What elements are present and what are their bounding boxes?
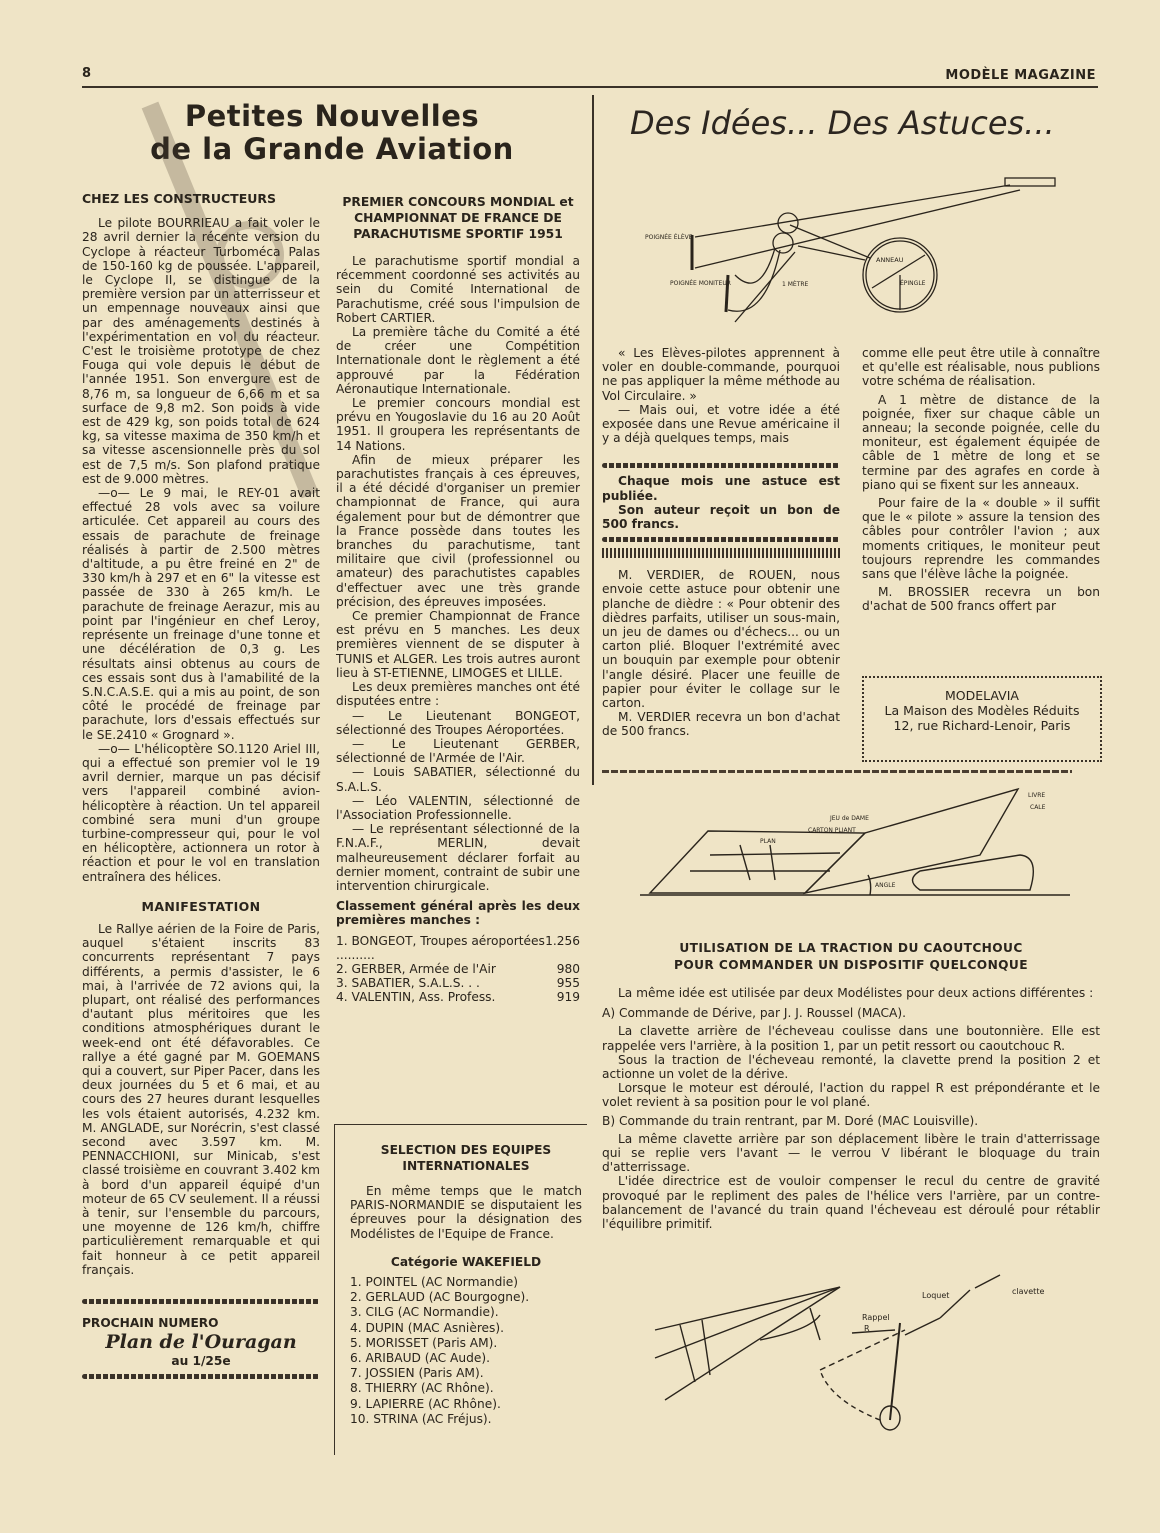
paragraph: — Le représentant sélectionné de la F.N.A.F., MERLIN, devait malheureusement déclarer forfait au dernier moment, contraint de subir une intervention chirurgicale. <box>336 822 580 893</box>
paragraph: Lorsque le moteur est déroulé, l'action du rappel R est prépondérante et le volet revient à sa position pour le vol plané. <box>602 1081 1100 1110</box>
score: 919 <box>556 990 580 1005</box>
label-r: R <box>864 1324 870 1333</box>
left-column <box>82 192 320 1385</box>
prochain-label: PROCHAIN NUMERO <box>82 1316 219 1331</box>
caoutchouc-heading <box>602 940 1100 974</box>
score: 1.256 <box>545 933 580 948</box>
page-number: 8 <box>82 66 92 81</box>
idees-column-2 <box>862 346 1100 614</box>
section-divider <box>602 770 1072 773</box>
label-loquet: Loquet <box>922 1291 950 1300</box>
name: VALENTIN, Ass. Profess. <box>351 990 496 1005</box>
diedre-diagram <box>600 775 1080 900</box>
header-rule <box>82 86 1098 88</box>
list-item: 10. STRINA (AC Fréjus). <box>350 1411 492 1426</box>
classement-heading: Classement général après les deux premières manches : <box>336 899 580 928</box>
score: 980 <box>556 961 580 976</box>
name: BONGEOT, Troupes aéroportées .......... <box>336 933 545 962</box>
prochain-title: Plan de l'Ouragan <box>105 1331 297 1354</box>
paragraph: Sous la traction de l'écheveau remonté, la clavette prend la position 2 et actionne un volet de la dérive. <box>602 1052 1100 1082</box>
double-commande-diagram <box>600 160 1080 360</box>
selection-section <box>350 1142 582 1427</box>
paragraph: M. BROSSIER recevra un bon d'achat de 500 francs offert par <box>862 585 1100 614</box>
paragraph: Pour faire de la « double » il suffit que le « pilote » assure la tension des câbles pour contrôler l'avion ; aux moments critiques, le moniteur peut toujours reprendre les commandes sans que l'élève lâche la poignée. <box>862 496 1100 582</box>
wavy-divider <box>82 1374 320 1379</box>
paragraph: —o— L'hélicoptère SO.1120 Ariel III, qui a effectué son premier vol le 19 avril dernier, marque un pas décisif vers l'appareil combiné avion-hélicoptère à réaction. Un tel appareil combiné sera muni d'un groupe turbine-compresseur qui, pour le vol en hélicoptère, actionnera un rotor à réaction et pour le vol en translation entraînera des hélices. <box>82 741 320 884</box>
classement-list <box>336 934 580 1005</box>
classement-row <box>336 990 580 1004</box>
paragraph: Le parachutisme sportif mondial a récemment coordonné ses activités au sein du Comité International de Parachutisme, créé sous l'impulsion de Robert CARTIER. <box>336 254 580 325</box>
paragraph: La même idée est utilisée par deux Modélistes pour deux actions différentes : <box>618 986 1094 1000</box>
selection-heading: SELECTION DES EQUIPES INTERNATIONALES <box>380 1143 552 1173</box>
label-rappel: Rappel <box>862 1313 890 1322</box>
score: 955 <box>556 976 580 991</box>
rank: 4. <box>336 990 348 1005</box>
paragraph: — Louis SABATIER, sélectionné du S.A.L.S. <box>336 765 580 794</box>
paragraph: Afin de mieux préparer les parachutistes français à ces épreuves, il a été décidé d'organiser un premier championnat de France, qui aura également pour but de démontrer que la France possède dans toutes les branches du parachutisme, tant militaire que civil (professionnel ou amateur) des parachutistes capables d'effectuer avec une très grande précision, des épreuves imposées. <box>336 452 580 609</box>
wavy-divider <box>82 1299 320 1304</box>
manifestation-heading: MANIFESTATION <box>141 898 261 914</box>
wakefield-list <box>350 1275 582 1427</box>
label-poignee-moniteur: POIGNÉE MONITEUR <box>670 280 731 287</box>
paragraph: M. VERDIER recevra un bon d'achat de 500 francs. <box>602 710 840 739</box>
title-line-2: de la Grande Aviation <box>150 132 514 166</box>
parachutisme-heading: PREMIER CONCOURS MONDIAL et CHAMPIONNAT DE FRANCE DE PARACHUTISME SPORTIF 1951 <box>342 195 574 241</box>
column-divider <box>592 95 594 785</box>
title-line-1: Petites Nouvelles <box>184 99 480 133</box>
list-item: 7. JOSSIEN (Paris AM). <box>350 1366 484 1381</box>
paragraph: Le Rallye aérien de la Foire de Paris, auquel s'étaient inscrits 83 concurrents représentant 7 pays différents, a permis d'assister, le 6 mai, à l'arrivée de 72 avions qui, la plupart, ont réalisé des performances d'autant plus méritoires que les conditions atmosphériques durant le week-end ont été défavorables. Ce rallye a été gagné par M. GOEMANS qui a couvert, sur Piper Pacer, dans les deux journées du 5 et 6 mai, et au cours des 27 heures durant lesquelles les vols étaient autorisés, 4.232 km. M. ANGLADE, sur Norécrin, s'est classé second avec 3.597 km. M. PENNACCHIONI, sur Minicab, s'est classé troisième en couvrant 3.402 km à bord d'un appareil équipé d'un moteur de 65 CV seulement. Il a réussi à tenir, sur l'ensemble du parcours, une moyenne de 126 km/h, chiffre particulièrement remarquable et qui fait honneur à ce petit appareil français. <box>82 921 320 1277</box>
classement-row <box>336 962 580 976</box>
paragraph: L'idée directrice est de vouloir compenser le recul du centre de gravité provoqué par le repliment des pales de l'hélice vers l'arrière, par un contre-balancement de l'avancé du train quand l'écheveau est déroulé pour rétablir l'équilibre primitif. <box>602 1174 1100 1232</box>
paragraph: A) Commande de Dérive, par J. J. Roussel (MACA). <box>602 1006 907 1021</box>
prochain-scale: au 1/25e <box>171 1354 231 1369</box>
paragraph: La clavette arrière de l'écheveau coulisse dans une boutonnière. Elle est rappelée vers l'arrière, à la position 1, par un petit ressort ou caoutchouc R. <box>602 1024 1100 1053</box>
rank: 1. <box>336 933 348 948</box>
paragraph: La même clavette arrière par son déplacement libère le train d'atterrissage qui se replie vers l'avant — le verrou V libérant le bloquage du train d'atterrissage. <box>602 1131 1100 1175</box>
wavy-divider <box>602 537 840 542</box>
label-clavette: clavette <box>1012 1287 1045 1296</box>
constructeurs-heading: CHEZ LES CONSTRUCTEURS <box>82 191 277 206</box>
paragraph: — Mais oui, et votre idée a été exposée dans une Revue américaine il y a déjà quelques temps, mais <box>602 402 840 446</box>
label-poignee-eleve: POIGNÉE ÉLÈVE <box>645 234 693 241</box>
heading-line: UTILISATION DE LA TRACTION DU CAOUTCHOUC <box>679 941 1023 955</box>
paragraph: A 1 mètre de distance de la poignée, fixer sur chaque câble un anneau; la seconde poignée, celle du moniteur, est également équipée de câble de 1 mètre de long et se termine par des agrafes en corde à piano qui se fixent sur les anneaux. <box>862 392 1100 492</box>
list-item: 9. LAPIERRE (AC Rhône). <box>350 1396 501 1411</box>
traction-caoutchouc-diagram <box>640 1270 1080 1440</box>
label-jeu: JEU de DAME <box>830 815 869 822</box>
label-carton: CARTON PLIANT <box>808 827 856 834</box>
paragraph: M. VERDIER, de ROUEN, nous envoie cette astuce pour obtenir une planche de dièdre : « Pour obtenir des dièdres parfaits, utiliser un sous-main, un jeu de dames ou d'échecs... ou un carton plié. Bloquer l'extrémité avec un bouquin par exemple pour obtenir l'angle désiré. Placer une feuille de papier pour éviter le collage sur le carton. <box>602 568 840 711</box>
idees-title: Des Idées... Des Astuces... <box>630 104 1055 142</box>
paragraph: —o— Le 9 mai, le REY-01 avait effectué 28 vols avec sa voilure articulée. Cet appareil au cours des essais de parachute de freinage réalisés à partir de 2.500 mètres d'altitude, a pu être freiné en 2" de 330 km/h à 297 et en 6" la vitesse est passée de 330 à 265 km/h. Le parachute de freinage Aerazur, mis au point par l'ingénieur en chef Leroy, représente un freinage d'une tonne et une décélération de 0,3 g. Les résultats ainsi obtenus au cours de ces essais sont dus à l'amabilité de la S.N.C.A.S.E. qui a mis au point, de son côté le procédé de freinage par parachute, lors d'essais effectués sur le SE.2410 « Grognard ». <box>82 486 320 742</box>
label-livre: LIVRE <box>1028 792 1046 799</box>
list-item: 5. MORISSET (Paris AM). <box>350 1335 498 1350</box>
paragraph: Les deux premières manches ont été disputées entre : <box>336 680 580 709</box>
paragraph: — Le Lieutenant GERBER, sélectionné de l'Armée de l'Air. <box>336 736 580 766</box>
ad-name: MODELAVIA <box>945 688 1019 703</box>
caoutchouc-section <box>602 940 1100 1231</box>
label-plan: PLAN <box>760 838 776 845</box>
paragraph: — Le Lieutenant BONGEOT, sélectionné des Troupes Aéroportées. <box>336 708 580 737</box>
paragraph: Ce premier Championnat de France est prévu en 5 manches. Les deux premières viennent de se disputer à TUNIS et ALGER. Les trois autres auront lieu à ST-ETIENNE, LIMOGES et LILLE. <box>336 609 580 680</box>
label-cale: CALE <box>1030 804 1046 811</box>
paragraph: La première tâche du Comité a été de créer une Compétition Internationale dont le règlement a été approuvé par la Fédération Aéronautique Internationale. <box>336 325 580 396</box>
name: SABATIER, S.A.L.S. . . <box>351 976 480 991</box>
label-angle: ANGLE <box>875 882 896 889</box>
bar-divider <box>602 548 840 558</box>
list-item: 3. CILG (AC Normandie). <box>350 1305 499 1320</box>
list-item: 6. ARIBAUD (AC Aude). <box>350 1351 490 1366</box>
wavy-divider <box>602 463 840 468</box>
list-item: 1. POINTEL (AC Normandie) <box>350 1275 519 1290</box>
list-item: 2. GERLAUD (AC Bourgogne). <box>350 1290 530 1305</box>
classement-row <box>336 934 580 962</box>
selection-text: En même temps que le match PARIS-NORMANDIE se disputaient les épreuves pour la désignation des Modélistes de l'Equipe de France. <box>350 1184 582 1241</box>
middle-column <box>336 194 580 1005</box>
ad-line1: La Maison des Modèles Réduits <box>884 703 1080 718</box>
magazine-name: MODÈLE MAGAZINE <box>945 68 1096 83</box>
paragraph: comme elle peut être utile à connaître et qu'elle est réalisable, nous publions votre schéma de réalisation. <box>862 346 1100 389</box>
rank: 3. <box>336 976 348 991</box>
name: GERBER, Armée de l'Air <box>351 961 496 976</box>
heading-line: POUR COMMANDER UN DISPOSITIF QUELCONQUE <box>674 958 1028 972</box>
notice-text: Son auteur reçoit un bon de 500 francs. <box>602 502 840 532</box>
wakefield-category: Catégorie WAKEFIELD <box>390 1254 542 1269</box>
rank: 2. <box>336 961 348 976</box>
paragraph: « Les Elèves-pilotes apprennent à voler en double-commande, pourquoi ne pas appliquer la même méthode au Vol Circulaire. » <box>602 346 840 403</box>
label-anneau: ANNEAU <box>876 256 904 264</box>
label-metre: 1 MÈTRE <box>782 281 809 288</box>
paragraph: — Léo VALENTIN, sélectionné de l'Association Professionnelle. <box>336 793 580 822</box>
list-item: 8. THIERRY (AC Rhône). <box>350 1381 494 1396</box>
paragraph: Le premier concours mondial est prévu en Yougoslavie du 16 au 20 Août 1951. Il groupera les représentants de 14 Nations. <box>336 396 580 453</box>
notice-text: Chaque mois une astuce est publiée. <box>602 474 840 503</box>
idees-column-1 <box>602 346 840 739</box>
list-item: 4. DUPIN (MAC Asnières). <box>350 1320 505 1335</box>
modelavia-ad <box>862 676 1102 762</box>
paragraph: B) Commande du train rentrant, par M. Doré (MAC Louisville). <box>602 1113 979 1128</box>
ad-line2: 12, rue Richard-Lenoir, Paris <box>893 718 1071 733</box>
classement-row <box>336 976 580 990</box>
paragraph: Le pilote BOURRIEAU a fait voler le 28 avril dernier la récente version du Cyclope à réacteur Turboméca Palas de 150-160 kg de poussée. L'appareil, le Cyclope II, se distingue de la première version par un atterrisseur et un empennage nouveaux ainsi que par des aménagements destinés à l'expérimentation en vol du réacteur. C'est le troisième prototype de chez Fouga qui vole depuis le début de l'année 1951. Son envergure est de 8,76 m, sa longueur de 6,66 m et sa surface de 9,8 m2. Son poids à vide est de 429 kg, son poids total de 624 kg, sa vitesse maxima de 350 km/h et sa vitesse ascensionnelle près du sol est de 7,5 m/s. Son plafond pratique est de 9.000 mètres. <box>82 216 320 486</box>
label-epingle: ÉPINGLE <box>900 280 926 287</box>
